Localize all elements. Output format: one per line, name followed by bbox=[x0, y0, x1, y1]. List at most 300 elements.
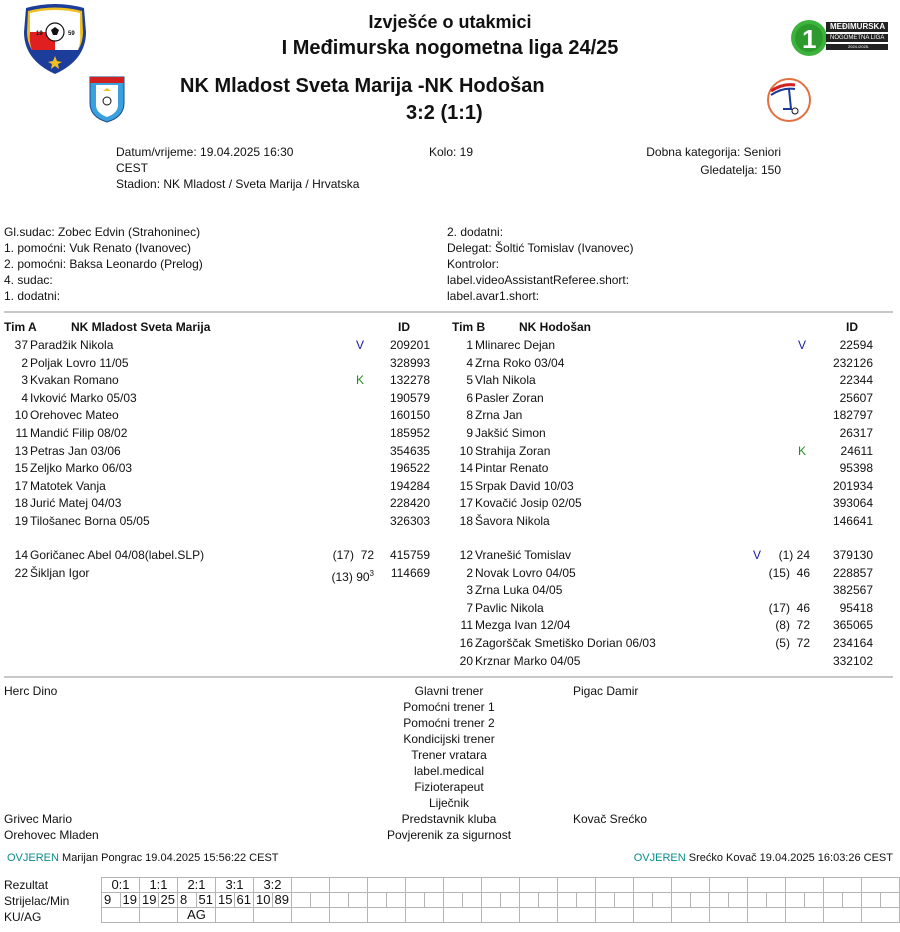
team-a-label: Tim A bbox=[4, 320, 37, 334]
player-number: 11 bbox=[460, 618, 473, 633]
player-row bbox=[443, 390, 873, 407]
team-a-id-header: ID bbox=[398, 320, 410, 334]
player-name: Mezga Ivan 12/04 bbox=[475, 618, 571, 633]
player-number: 18 bbox=[459, 514, 473, 528]
empty-minute-cell bbox=[691, 893, 710, 908]
player-id: 185952 bbox=[389, 426, 430, 440]
player-number: 2 bbox=[21, 355, 28, 370]
empty-scorer-cell bbox=[634, 893, 653, 908]
player-number: 14 bbox=[14, 548, 28, 562]
player-row bbox=[4, 425, 434, 442]
player-number: 9 bbox=[466, 426, 473, 440]
official-right-3: label.videoAssistantReferee.short: bbox=[447, 273, 630, 287]
empty-minute-cell bbox=[577, 893, 596, 908]
player-name: Jakšić Simon bbox=[475, 426, 546, 440]
goal-scorer-cell: 19 bbox=[140, 893, 159, 908]
empty-minute-cell bbox=[843, 893, 862, 908]
away-team-logo bbox=[765, 75, 813, 123]
empty-result-cell bbox=[330, 878, 368, 893]
empty-result-cell bbox=[596, 878, 634, 893]
player-row bbox=[443, 635, 873, 652]
player-number: 6 bbox=[466, 390, 473, 405]
player-id: 382567 bbox=[832, 583, 873, 598]
goal-minute-cell: 25 bbox=[159, 893, 178, 908]
player-name: Ivković Marko 05/03 bbox=[30, 390, 137, 405]
player-id: 326303 bbox=[389, 514, 430, 528]
player-id: 393064 bbox=[832, 496, 873, 511]
player-name: Pavlic Nikola bbox=[475, 600, 544, 615]
empty-minute-cell bbox=[311, 893, 330, 908]
goalkeeper-marker: V bbox=[753, 548, 762, 562]
player-number: 10 bbox=[14, 408, 28, 423]
player-row bbox=[443, 565, 873, 582]
player-row bbox=[4, 355, 434, 372]
empty-result-cell bbox=[634, 878, 672, 893]
empty-minute-cell bbox=[349, 893, 368, 908]
player-name: Šikljan Igor bbox=[30, 565, 90, 580]
staff-role-label: Kondicijski trener bbox=[403, 732, 495, 746]
player-name: Kovačić Josip 02/05 bbox=[475, 496, 582, 511]
officials-left bbox=[4, 224, 203, 304]
player-name: Paradžik Nikola bbox=[30, 338, 114, 352]
player-number: 1 bbox=[466, 338, 473, 352]
staff-role-label: Pomoćni trener 2 bbox=[403, 716, 495, 730]
empty-result-cell bbox=[482, 878, 520, 893]
player-name: Zrna Roko 03/04 bbox=[475, 355, 565, 370]
substitution-text: (17) 46 bbox=[768, 600, 810, 615]
player-id: 201934 bbox=[832, 478, 873, 493]
match-score: 3:2 (1:1) bbox=[406, 102, 483, 124]
substitution-text: (15) 46 bbox=[768, 565, 810, 580]
empty-type-cell bbox=[862, 908, 900, 923]
official-left-3: 4. sudac: bbox=[4, 273, 53, 287]
goal-result-cell: 2:1 bbox=[178, 878, 216, 893]
official-right-2: Kontrolor: bbox=[447, 257, 500, 271]
official-left-2: 2. pomoćni: Baksa Leonardo (Prelog) bbox=[4, 257, 203, 271]
team-b-name: NK Hodošan bbox=[519, 320, 591, 334]
player-name: Poljak Lovro 11/05 bbox=[30, 355, 129, 370]
player-id: 234164 bbox=[832, 636, 873, 650]
player-row bbox=[443, 372, 873, 389]
empty-type-cell bbox=[558, 908, 596, 923]
substitution-text: (5) 72 bbox=[775, 636, 810, 650]
player-row bbox=[4, 390, 434, 407]
player-number: 13 bbox=[14, 443, 28, 458]
team-b-id-header: ID bbox=[846, 320, 858, 334]
goals-table bbox=[101, 877, 900, 923]
player-number: 12 bbox=[459, 548, 473, 562]
player-row bbox=[443, 617, 873, 634]
divider-top bbox=[4, 311, 893, 313]
match-teams bbox=[180, 75, 545, 98]
player-name: Krznar Marko 04/05 bbox=[475, 653, 581, 668]
empty-scorer-cell bbox=[596, 893, 615, 908]
goal-scorer-cell: 9 bbox=[102, 893, 121, 908]
player-id: 182797 bbox=[832, 408, 873, 423]
substitution-info bbox=[763, 635, 810, 652]
match-stadium: Stadion: NK Mladost / Sveta Marija / Hrvatska bbox=[116, 177, 360, 191]
player-row bbox=[443, 355, 873, 372]
empty-scorer-cell bbox=[482, 893, 501, 908]
player-number: 37 bbox=[14, 338, 28, 352]
empty-minute-cell bbox=[425, 893, 444, 908]
league-logo-text-2: NOGOMETNA LIGA bbox=[830, 35, 885, 41]
empty-minute-cell bbox=[387, 893, 406, 908]
substitution-info bbox=[763, 617, 810, 634]
official-left-4: 1. dodatni: bbox=[4, 289, 61, 303]
empty-minute-cell bbox=[729, 893, 748, 908]
goal-scorer-cell: 15 bbox=[216, 893, 235, 908]
empty-result-cell bbox=[824, 878, 862, 893]
player-id: 22594 bbox=[839, 338, 873, 352]
empty-minute-cell bbox=[463, 893, 482, 908]
goal-scorer-cell: 8 bbox=[178, 893, 197, 908]
report-title: Izvješće o utakmici bbox=[368, 12, 532, 32]
player-id: 196522 bbox=[389, 461, 430, 476]
player-name: Novak Lovro 04/05 bbox=[475, 565, 576, 580]
federation-shield-icon bbox=[20, 2, 90, 76]
empty-minute-cell bbox=[653, 893, 672, 908]
goal-scorer-cell: 10 bbox=[254, 893, 273, 908]
goal-type-cell bbox=[216, 908, 254, 923]
empty-result-cell bbox=[368, 878, 406, 893]
label-ku-ag: KU/AG bbox=[4, 910, 42, 924]
player-row bbox=[4, 478, 434, 495]
staff-role-label: Fizioterapeut bbox=[414, 780, 484, 794]
player-name: Vlah Nikola bbox=[475, 373, 536, 388]
official-left-0: Gl.sudac: Zobec Edvin (Strahoninec) bbox=[4, 225, 201, 239]
player-number: 11 bbox=[15, 426, 28, 440]
player-number: 15 bbox=[459, 478, 473, 493]
match-category: Dobna kategorija: Seniori bbox=[646, 145, 781, 159]
player-id: 114669 bbox=[390, 565, 430, 580]
goalkeeper-marker: V bbox=[356, 338, 365, 352]
empty-type-cell bbox=[406, 908, 444, 923]
home-verification bbox=[7, 852, 279, 864]
empty-type-cell bbox=[368, 908, 406, 923]
player-row bbox=[443, 407, 873, 424]
player-number: 4 bbox=[21, 390, 28, 405]
player-id: 209201 bbox=[389, 338, 430, 352]
player-row bbox=[4, 407, 434, 424]
empty-minute-cell bbox=[539, 893, 558, 908]
player-name: Goričanec Abel 04/08(label.SLP) bbox=[30, 548, 205, 562]
goals-scorer-row bbox=[102, 893, 900, 908]
substitution-info bbox=[763, 600, 810, 617]
substitution-text: (17) 72 bbox=[332, 548, 374, 562]
empty-type-cell bbox=[520, 908, 558, 923]
empty-result-cell bbox=[558, 878, 596, 893]
staff-role-label: Predstavnik kluba bbox=[401, 812, 497, 826]
empty-type-cell bbox=[482, 908, 520, 923]
goal-result-cell: 0:1 bbox=[102, 878, 140, 893]
empty-type-cell bbox=[596, 908, 634, 923]
player-row bbox=[443, 582, 873, 599]
away-verified-status: OVJEREN bbox=[633, 852, 686, 864]
player-name: Matotek Vanja bbox=[30, 478, 106, 493]
substitution-superscript: 3 bbox=[369, 568, 374, 578]
player-row bbox=[4, 443, 434, 460]
player-id: 415759 bbox=[389, 548, 430, 562]
player-id: 379130 bbox=[832, 548, 873, 562]
staff-away-name: Pigac Damir bbox=[573, 684, 639, 698]
goal-result-cell: 3:1 bbox=[216, 878, 254, 893]
empty-result-cell bbox=[748, 878, 786, 893]
player-number: 20 bbox=[459, 653, 473, 668]
player-row bbox=[4, 565, 434, 582]
goal-minute-cell: 89 bbox=[273, 893, 292, 908]
goal-minute-cell: 19 bbox=[121, 893, 140, 908]
player-id: 190579 bbox=[389, 390, 430, 405]
staff-role-label: Trener vratara bbox=[411, 748, 487, 762]
captain-marker: K bbox=[356, 373, 365, 388]
goal-result-cell: 3:2 bbox=[254, 878, 292, 893]
player-row bbox=[443, 653, 873, 670]
empty-scorer-cell bbox=[748, 893, 767, 908]
player-id: 26317 bbox=[839, 426, 873, 440]
player-name: Petras Jan 03/06 bbox=[30, 443, 121, 458]
goal-type-cell: AG bbox=[178, 908, 216, 923]
empty-type-cell bbox=[672, 908, 710, 923]
player-row bbox=[443, 495, 873, 512]
player-row bbox=[443, 425, 873, 442]
label-scorer-minute: Strijelac/Min bbox=[4, 894, 70, 908]
player-number: 3 bbox=[466, 583, 473, 598]
goals-row-labels bbox=[4, 877, 69, 925]
team-a-name: NK Mladost Sveta Marija bbox=[71, 320, 211, 334]
team-b-label: Tim B bbox=[452, 320, 486, 334]
federation-logo bbox=[20, 2, 90, 76]
player-id: 146641 bbox=[832, 514, 873, 528]
empty-minute-cell bbox=[767, 893, 786, 908]
substitution-text: (13) 90 bbox=[331, 569, 370, 584]
player-name: Mandić Filip 08/02 bbox=[30, 426, 128, 440]
player-number: 19 bbox=[14, 514, 28, 528]
empty-scorer-cell bbox=[558, 893, 577, 908]
home-verified-text: Marijan Pongrac 19.04.2025 15:56:22 CEST bbox=[62, 852, 279, 864]
player-number: 7 bbox=[466, 600, 473, 615]
league-logo-text-1: MEĐIMURSKA bbox=[830, 22, 886, 31]
player-row bbox=[443, 478, 873, 495]
player-number: 17 bbox=[14, 478, 28, 493]
staff-role-label: Glavni trener bbox=[414, 684, 484, 698]
player-number: 2 bbox=[466, 565, 473, 580]
empty-minute-cell bbox=[881, 893, 900, 908]
player-name: Šavora Nikola bbox=[475, 514, 550, 528]
empty-result-cell bbox=[444, 878, 482, 893]
player-row bbox=[4, 372, 434, 389]
player-id: 194284 bbox=[389, 478, 430, 493]
player-row bbox=[4, 460, 434, 477]
player-number: 3 bbox=[21, 373, 28, 388]
player-name: Zrna Jan bbox=[475, 408, 523, 423]
svg-text:19: 19 bbox=[36, 31, 43, 37]
staff-home-name: Grivec Mario bbox=[4, 812, 73, 826]
player-id: 22344 bbox=[839, 373, 873, 388]
label-result: Rezultat bbox=[4, 878, 49, 892]
player-id: 24611 bbox=[840, 443, 873, 458]
svg-text:59: 59 bbox=[68, 31, 75, 37]
match-round: Kolo: 19 bbox=[429, 145, 474, 159]
substitution-info bbox=[763, 565, 810, 582]
player-id: 228420 bbox=[389, 496, 430, 511]
empty-scorer-cell bbox=[710, 893, 729, 908]
match-datetime: Datum/vrijeme: 19.04.2025 16:30 bbox=[116, 145, 294, 159]
player-name: Pasler Zoran bbox=[475, 390, 544, 405]
home-verified-status: OVJEREN bbox=[7, 852, 59, 864]
empty-type-cell bbox=[444, 908, 482, 923]
goals-result-row bbox=[102, 878, 900, 893]
captain-marker: K bbox=[798, 443, 807, 458]
empty-scorer-cell bbox=[406, 893, 425, 908]
player-name: Kvakan Romano bbox=[30, 373, 119, 388]
home-team-name: NK Mladost Sveta Marija bbox=[180, 75, 413, 97]
substitution-info bbox=[304, 565, 374, 586]
player-number: 8 bbox=[466, 408, 473, 423]
player-number: 4 bbox=[466, 355, 473, 370]
player-row bbox=[443, 443, 873, 460]
officials-right bbox=[447, 224, 634, 304]
player-number: 15 bbox=[14, 461, 28, 476]
player-id: 354635 bbox=[389, 443, 430, 458]
player-name: Orehovec Mateo bbox=[30, 408, 119, 423]
player-number: 17 bbox=[459, 496, 473, 511]
player-row bbox=[443, 513, 873, 530]
player-row bbox=[4, 513, 434, 530]
empty-result-cell bbox=[862, 878, 900, 893]
official-right-4: label.avar1.short: bbox=[447, 289, 540, 303]
staff-role-label: Pomoćni trener 1 bbox=[403, 700, 495, 714]
league-logo-text-3: 2024./2025. bbox=[848, 44, 870, 49]
away-verified-text: Srećko Kovač 19.04.2025 16:03:26 CEST bbox=[688, 852, 893, 864]
substitution-info bbox=[304, 547, 374, 564]
goal-minute-cell: 51 bbox=[197, 893, 216, 908]
empty-scorer-cell bbox=[786, 893, 805, 908]
goals-type-row bbox=[102, 908, 900, 923]
empty-type-cell bbox=[710, 908, 748, 923]
empty-scorer-cell bbox=[672, 893, 691, 908]
player-row bbox=[443, 547, 873, 564]
league-title: I Međimurska nogometna liga 24/25 bbox=[281, 37, 619, 59]
empty-minute-cell bbox=[501, 893, 520, 908]
empty-scorer-cell bbox=[824, 893, 843, 908]
official-left-1: 1. pomoćni: Vuk Renato (Ivanovec) bbox=[4, 241, 191, 255]
empty-scorer-cell bbox=[292, 893, 311, 908]
staff-home-name: Orehovec Mladen bbox=[4, 828, 99, 842]
goalkeeper-marker: V bbox=[798, 338, 807, 352]
official-right-0: 2. dodatni: bbox=[447, 225, 504, 239]
nk-hodosan-badge-icon bbox=[765, 75, 813, 123]
goal-result-cell: 1:1 bbox=[140, 878, 178, 893]
empty-type-cell bbox=[786, 908, 824, 923]
empty-type-cell bbox=[292, 908, 330, 923]
empty-scorer-cell bbox=[520, 893, 539, 908]
empty-result-cell bbox=[406, 878, 444, 893]
player-number: 18 bbox=[14, 496, 28, 511]
player-name: Vranešić Tomislav bbox=[475, 548, 572, 562]
player-row bbox=[4, 337, 434, 354]
player-name: Tilošanec Borna 05/05 bbox=[30, 514, 150, 528]
away-verification bbox=[500, 852, 893, 864]
team-separator: - bbox=[417, 75, 425, 97]
match-spectators: Gledatelja: 150 bbox=[700, 163, 781, 177]
official-right-1: Delegat: Šoltić Tomislav (Ivanovec) bbox=[447, 241, 634, 255]
player-name: Zeljko Marko 06/03 bbox=[30, 461, 133, 476]
substitution-text: (8) 72 bbox=[775, 618, 810, 633]
empty-result-cell bbox=[710, 878, 748, 893]
empty-type-cell bbox=[330, 908, 368, 923]
svg-text:1: 1 bbox=[802, 24, 817, 54]
player-name: Pintar Renato bbox=[475, 461, 549, 476]
player-number: 16 bbox=[459, 636, 473, 650]
empty-result-cell bbox=[786, 878, 824, 893]
player-id: 25607 bbox=[839, 390, 873, 405]
staff-role-label: label.medical bbox=[413, 764, 485, 778]
empty-result-cell bbox=[292, 878, 330, 893]
goal-type-cell bbox=[254, 908, 292, 923]
player-id: 232126 bbox=[832, 355, 873, 370]
empty-scorer-cell bbox=[444, 893, 463, 908]
substitution-info bbox=[763, 547, 810, 564]
player-id: 95398 bbox=[839, 461, 873, 476]
empty-minute-cell bbox=[615, 893, 634, 908]
player-row bbox=[4, 547, 434, 564]
player-row bbox=[443, 600, 873, 617]
goal-type-cell bbox=[102, 908, 140, 923]
empty-type-cell bbox=[824, 908, 862, 923]
goal-type-cell bbox=[140, 908, 178, 923]
player-name: Jurić Matej 04/03 bbox=[30, 496, 122, 511]
empty-result-cell bbox=[520, 878, 558, 893]
player-id: 95418 bbox=[839, 600, 873, 615]
player-id: 332102 bbox=[832, 653, 873, 668]
staff-role-label: Liječnik bbox=[428, 796, 470, 810]
player-name: Mlinarec Dejan bbox=[475, 338, 556, 352]
empty-minute-cell bbox=[805, 893, 824, 908]
player-number: 22 bbox=[14, 565, 28, 580]
empty-scorer-cell bbox=[330, 893, 349, 908]
match-timezone: CEST bbox=[116, 161, 149, 175]
substitution-text: (1) 24 bbox=[778, 548, 810, 562]
player-name: Strahija Zoran bbox=[475, 443, 551, 458]
player-name: Zrna Luka 04/05 bbox=[475, 583, 563, 598]
player-name: Zagorščak Smetiško Dorian 06/03 bbox=[475, 636, 656, 650]
player-row bbox=[443, 337, 873, 354]
player-number: 10 bbox=[459, 443, 473, 458]
player-number: 5 bbox=[466, 373, 473, 388]
player-name: Srpak David 10/03 bbox=[475, 478, 574, 493]
staff-role-label: Povjerenik za sigurnost bbox=[386, 828, 512, 842]
empty-result-cell bbox=[672, 878, 710, 893]
goal-minute-cell: 61 bbox=[235, 893, 254, 908]
player-id: 328993 bbox=[389, 355, 430, 370]
staff-home-name: Herc Dino bbox=[4, 684, 58, 698]
player-id: 365065 bbox=[832, 618, 873, 633]
empty-type-cell bbox=[748, 908, 786, 923]
home-team-logo bbox=[88, 75, 126, 123]
player-id: 228857 bbox=[832, 565, 873, 580]
empty-scorer-cell bbox=[368, 893, 387, 908]
empty-type-cell bbox=[634, 908, 672, 923]
player-row bbox=[443, 460, 873, 477]
player-number: 14 bbox=[459, 461, 473, 476]
divider-bottom bbox=[4, 676, 893, 678]
away-team-name: NK Hodošan bbox=[424, 75, 545, 97]
player-id: 132278 bbox=[389, 373, 430, 388]
nk-mladost-shield-icon bbox=[88, 75, 126, 123]
league-logo bbox=[790, 18, 890, 58]
empty-scorer-cell bbox=[862, 893, 881, 908]
